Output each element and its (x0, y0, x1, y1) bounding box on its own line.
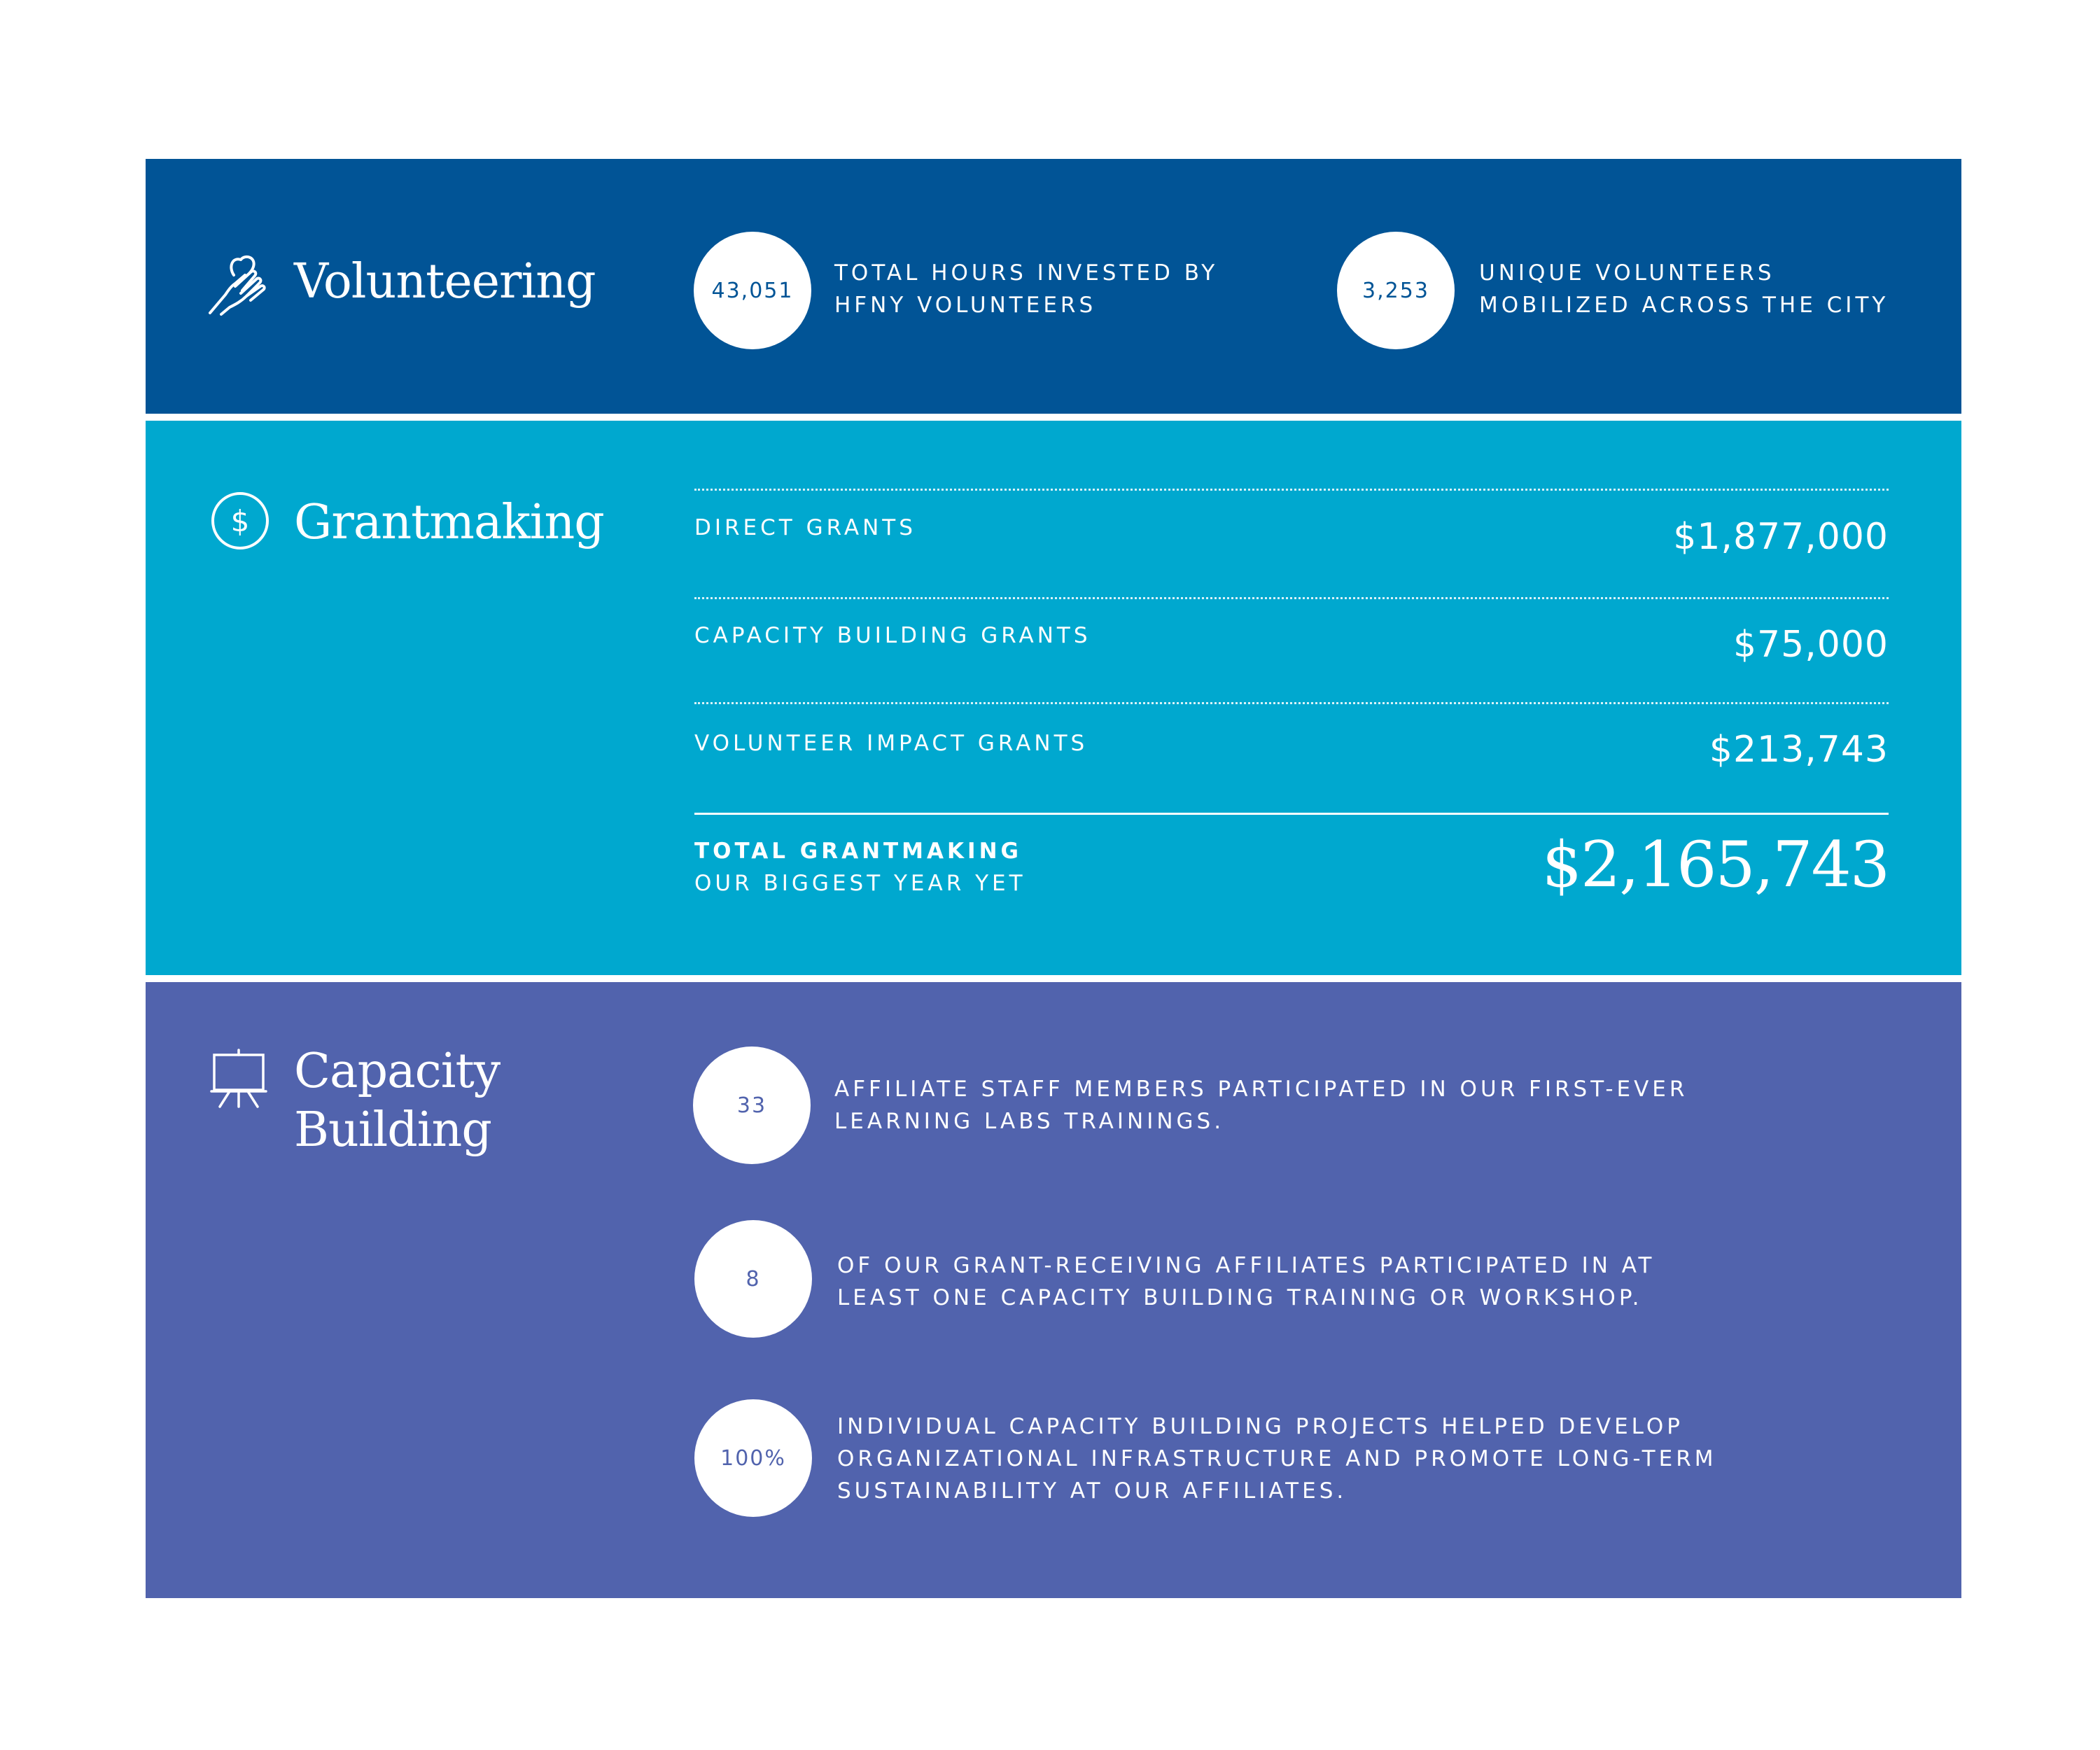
unique-volunteers-badge: 3,253 (1337, 232, 1455, 349)
capacity-building-grants-amount: $75,000 (1732, 624, 1889, 666)
unique-volunteers-label-line2: MOBILIZED ACROSS THE CITY (1479, 293, 1889, 318)
capacity-building-title-line2: Building (294, 1102, 491, 1158)
direct-grants-amount: $1,877,000 (1673, 516, 1889, 558)
projects-text-line2: ORGANIZATIONAL INFRASTRUCTURE AND PROMOTE LONG-TERM (837, 1446, 1717, 1471)
grantmaking-panel (146, 421, 1961, 975)
affiliates-badge: 8 (694, 1220, 812, 1338)
volunteering-title: Volunteering (294, 254, 596, 309)
total-grantmaking-label: TOTAL GRANTMAKING (694, 839, 1022, 864)
projects-badge: 100% (694, 1399, 812, 1517)
hand-heart-icon (207, 251, 270, 316)
staff-members-text-line2: LEARNING LABS TRAININGS. (834, 1109, 1225, 1134)
grantmaking-title: Grantmaking (294, 495, 604, 550)
staff-members-badge: 33 (693, 1046, 811, 1164)
affiliates-text-line1: OF OUR GRANT-RECEIVING AFFILIATES PARTICIPATED IN AT (837, 1253, 1656, 1278)
staff-members-text-line1: AFFILIATE STAFF MEMBERS PARTICIPATED IN OUR FIRST-EVER (834, 1077, 1688, 1102)
projects-text-line1: INDIVIDUAL CAPACITY BUILDING PROJECTS HELPED DEVELOP (837, 1414, 1684, 1439)
volunteer-hours-badge: 43,051 (694, 232, 811, 349)
capacity-building-grants-label: CAPACITY BUILDING GRANTS (694, 623, 1091, 648)
total-grantmaking-sublabel: OUR BIGGEST YEAR YET (694, 871, 1026, 896)
direct-grants-label: DIRECT GRANTS (694, 515, 916, 540)
affiliates-text-line2: LEAST ONE CAPACITY BUILDING TRAINING OR WORKSHOP. (837, 1285, 1643, 1310)
capacity-building-title-line1: Capacity (294, 1044, 500, 1099)
unique-volunteers-label-line1: UNIQUE VOLUNTEERS (1479, 260, 1775, 286)
projects-text-line3: SUSTAINABILITY AT OUR AFFILIATES. (837, 1478, 1348, 1504)
volunteer-hours-label-line2: HFNY VOLUNTEERS (834, 293, 1097, 318)
divider (694, 702, 1889, 704)
divider (694, 597, 1889, 599)
dollar-circle-icon (210, 491, 270, 551)
volunteer-impact-grants-label: VOLUNTEER IMPACT GRANTS (694, 731, 1088, 756)
volunteer-impact-grants-amount: $213,743 (1709, 729, 1889, 771)
total-divider (694, 813, 1889, 815)
capacity-building-panel (146, 982, 1961, 1598)
total-grantmaking-amount: $2,165,743 (1541, 828, 1889, 902)
volunteering-panel (146, 159, 1961, 414)
divider (694, 489, 1889, 491)
volunteer-hours-label-line1: TOTAL HOURS INVESTED BY (834, 260, 1219, 286)
svg-text:$: $ (230, 504, 250, 538)
presentation-board-icon (210, 1048, 267, 1110)
